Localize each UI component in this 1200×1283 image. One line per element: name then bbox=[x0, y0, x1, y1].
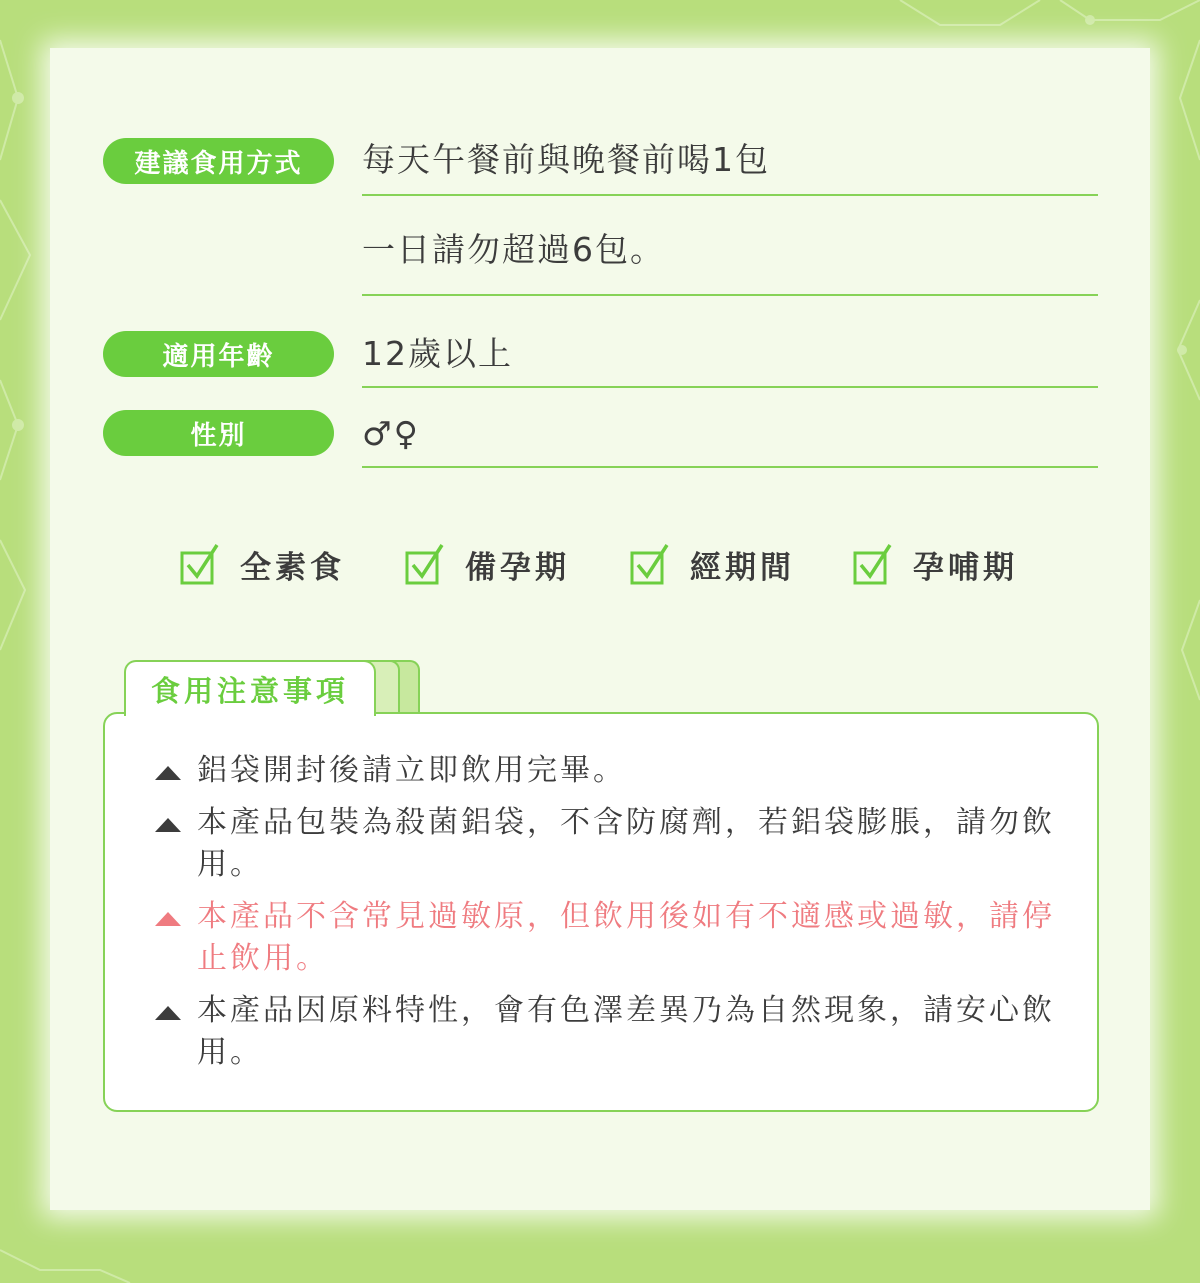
suitable-item bbox=[630, 539, 795, 589]
checkbox-checked-icon bbox=[180, 543, 220, 585]
triangle-up-icon bbox=[155, 802, 197, 886]
divider-line bbox=[362, 194, 1098, 196]
suitable-item bbox=[405, 539, 570, 589]
usage-line-1: 每天午餐前與晚餐前喝1包 bbox=[362, 140, 770, 179]
notice-item bbox=[155, 750, 1067, 792]
content-card bbox=[50, 48, 1150, 1210]
age-value: 12歲以上 bbox=[362, 334, 513, 373]
suitable-item-label: 孕哺期 bbox=[913, 549, 1018, 586]
suitable-item-label: 全素食 bbox=[240, 549, 345, 586]
usage-line-2: 一日請勿超過6包。 bbox=[362, 230, 665, 269]
tab-joint bbox=[126, 710, 374, 716]
gender-label-pill: 性別 bbox=[103, 410, 334, 456]
divider-line bbox=[362, 466, 1098, 468]
notice-item-text: 本產品包裝為殺菌鋁袋，不含防腐劑，若鋁袋膨脹，請勿飲用。 bbox=[197, 805, 1055, 882]
notice-item-text: 鋁袋開封後請立即飲用完畢。 bbox=[197, 753, 626, 788]
triangle-up-icon bbox=[155, 896, 197, 980]
suitable-item-label: 備孕期 bbox=[465, 549, 570, 586]
notice-title-tab: 食用注意事項 bbox=[124, 660, 376, 716]
notice-item-text: 本產品不含常見過敏原，但飲用後如有不適感或過敏，請停止飲用。 bbox=[197, 899, 1055, 976]
triangle-up-icon bbox=[155, 750, 197, 792]
triangle-up-icon bbox=[155, 990, 197, 1074]
suitable-item-label: 經期間 bbox=[690, 549, 795, 586]
divider-line bbox=[362, 386, 1098, 388]
usage-label-pill: 建議食用方式 bbox=[103, 138, 334, 184]
checkbox-checked-icon bbox=[405, 543, 445, 585]
checkbox-checked-icon bbox=[853, 543, 893, 585]
age-label-pill: 適用年齡 bbox=[103, 331, 334, 377]
suitable-item bbox=[853, 539, 1018, 589]
checkbox-checked-icon bbox=[630, 543, 670, 585]
notice-box bbox=[103, 712, 1099, 1112]
notice-item-text: 本產品因原料特性，會有色澤差異乃為自然現象，請安心飲用。 bbox=[197, 993, 1055, 1070]
notice-item bbox=[155, 802, 1067, 886]
notice-item-warning bbox=[155, 896, 1067, 980]
suitable-item bbox=[180, 539, 345, 589]
gender-value: ♂♀ bbox=[362, 414, 420, 453]
divider-line bbox=[362, 294, 1098, 296]
notice-item bbox=[155, 990, 1067, 1074]
